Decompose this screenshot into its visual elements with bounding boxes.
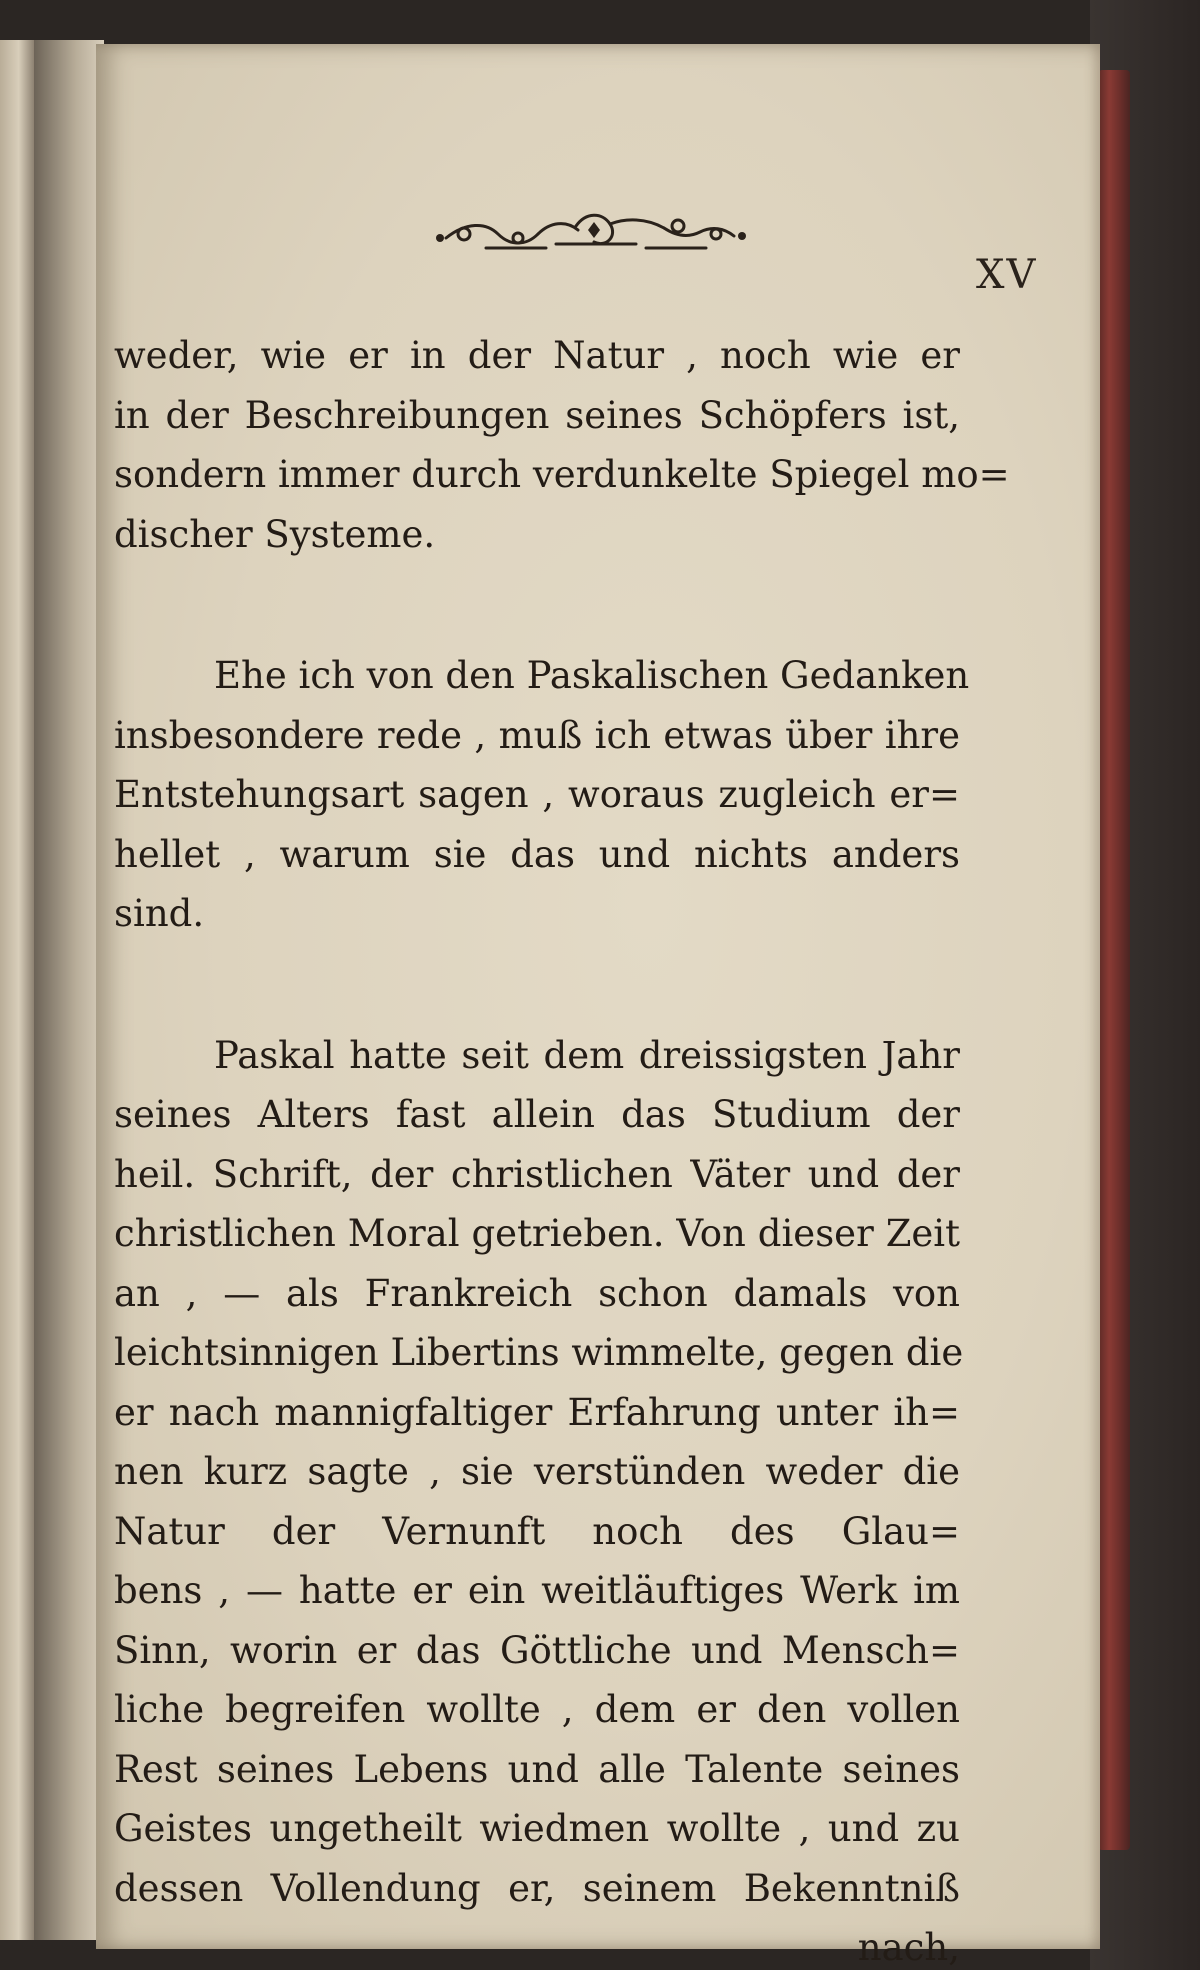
text-line: leichtsinnigen Libertins wimmelte, gegen die	[114, 1331, 964, 1374]
text-line: Geistes ungetheilt wiedmen wollte , und zu	[114, 1807, 960, 1850]
text-line: sind.	[114, 892, 205, 935]
text-line: Paskal hatte seit dem dreissigsten Jahr	[214, 1033, 960, 1077]
text-line: Ehe ich von den Paskalischen Gedanken	[214, 654, 970, 697]
body-text	[114, 326, 1010, 1970]
book-page	[96, 44, 1100, 1969]
text-line: an , — als Frankreich schon damals von	[114, 1271, 960, 1315]
text-line: dessen Vollendung er, seinem Bekenntniß	[114, 1866, 960, 1910]
text-line: insbesondere rede , muß ich etwas über ihre	[114, 713, 960, 757]
text-line: sondern immer durch verdunkelte Spiegel mo=	[114, 453, 1010, 496]
text-line: bens , — hatte er ein weitläuftiges Werk im	[114, 1569, 960, 1612]
page-number: XV	[976, 252, 1038, 298]
text-line: liche begreifen wollte , dem er den vollen	[114, 1688, 960, 1731]
text-line: Entstehungsart sagen , woraus zugleich er=	[114, 773, 960, 816]
text-line: in der Beschreibungen seines Schöpfers ist,	[114, 393, 960, 437]
catchword: nach,	[857, 1926, 960, 1969]
paragraph-3	[114, 1026, 964, 1970]
text-line: Sinn, worin er das Göttliche und Mensch=	[114, 1628, 960, 1672]
decorative-header-ornament-icon	[426, 204, 756, 264]
text-line: Rest seines Lebens und alle Talente seines	[114, 1747, 960, 1791]
paragraph-1	[114, 326, 1010, 564]
book-gutter	[34, 40, 104, 1940]
text-line: weder, wie er in der Natur , noch wie er	[114, 334, 960, 377]
text-line: nen kurz sagte , sie verstünden weder die	[114, 1450, 960, 1493]
text-line: heil. Schrift, der christlichen Väter und der	[114, 1152, 960, 1196]
paragraph-2	[114, 646, 970, 944]
text-line: seines Alters fast allein das Studium der	[114, 1093, 960, 1136]
previous-page-edge	[0, 40, 34, 1940]
text-line: christlichen Moral getrieben. Von dieser Zeit	[114, 1212, 960, 1255]
text-line: hellet , warum sie das und nichts anders	[114, 832, 960, 876]
text-line: discher Systeme.	[114, 512, 436, 556]
text-line: er nach mannigfaltiger Erfahrung unter ih=	[114, 1390, 960, 1434]
text-line: Natur der Vernunft noch des Glau=	[114, 1509, 960, 1553]
red-page-edges	[1098, 70, 1130, 1850]
